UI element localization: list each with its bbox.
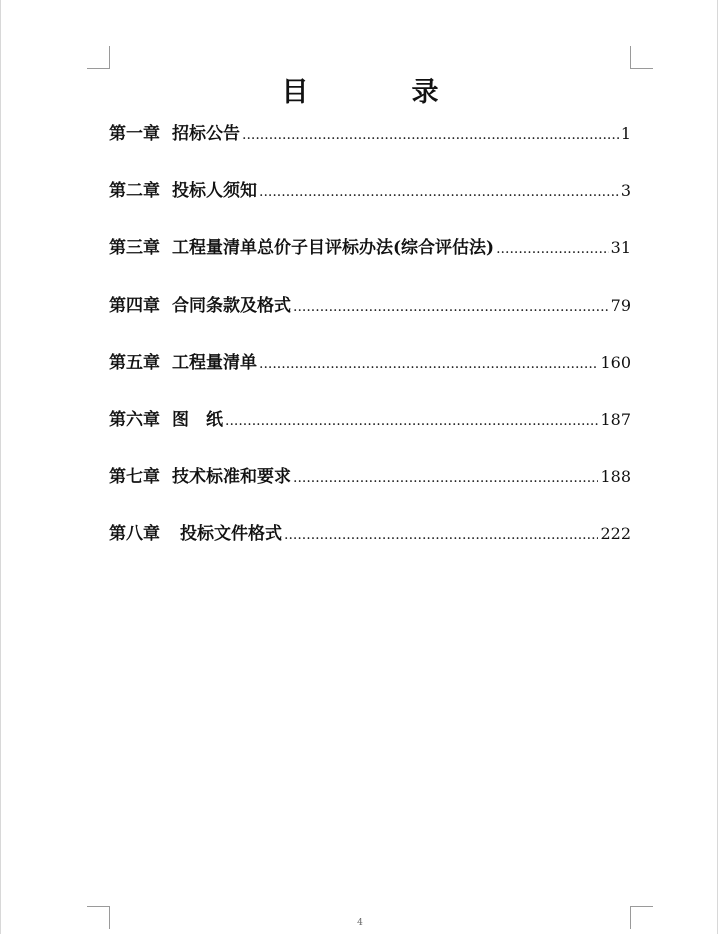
toc-leader xyxy=(242,119,619,151)
toc-page: 1 xyxy=(620,124,631,143)
toc-label: 投标人须知 xyxy=(172,181,257,202)
toc-label: 图 纸 xyxy=(172,409,223,430)
toc-page: 31 xyxy=(610,238,631,258)
toc-leader xyxy=(225,405,598,437)
toc-entry-1[interactable] xyxy=(109,118,631,175)
toc-entry-5[interactable] xyxy=(109,347,631,404)
toc-chapter: 第二章 xyxy=(109,181,160,202)
toc-chapter: 第三章 xyxy=(109,238,160,259)
toc-entry-7[interactable] xyxy=(109,461,631,518)
toc-entry-3[interactable] xyxy=(109,232,631,289)
crop-mark-top-left xyxy=(87,46,110,69)
toc-leader xyxy=(259,348,598,380)
toc-chapter: 第四章 xyxy=(109,295,160,316)
toc-page: 187 xyxy=(600,409,631,429)
toc-entry-6[interactable] xyxy=(109,404,631,461)
toc-chapter: 第八章 xyxy=(109,524,160,545)
toc-page: 79 xyxy=(610,295,631,315)
toc-leader xyxy=(284,519,598,551)
table-of-contents xyxy=(109,118,631,576)
toc-chapter: 第一章 xyxy=(109,124,160,144)
toc-entry-8[interactable] xyxy=(109,518,631,575)
toc-entry-2[interactable] xyxy=(109,175,631,232)
toc-leader xyxy=(259,176,619,208)
toc-chapter: 第五章 xyxy=(109,352,160,373)
toc-page: 188 xyxy=(600,467,631,487)
toc-label: 工程量清单总价子目评标办法(综合评估法) xyxy=(172,238,495,259)
toc-leader xyxy=(293,462,598,494)
toc-label: 合同条款及格式 xyxy=(172,295,291,316)
toc-page: 222 xyxy=(600,524,631,544)
toc-title: 目 录 xyxy=(281,77,477,108)
toc-label: 技术标准和要求 xyxy=(172,467,291,488)
toc-page: 160 xyxy=(600,352,631,372)
toc-leader xyxy=(496,233,609,265)
toc-leader xyxy=(293,291,609,323)
toc-entry-4[interactable] xyxy=(109,290,631,347)
toc-label: 投标文件格式 xyxy=(180,524,282,545)
crop-mark-top-right xyxy=(630,46,653,69)
page-number: 4 xyxy=(357,918,363,928)
toc-page: 3 xyxy=(620,181,631,201)
toc-label: 招标公告 xyxy=(172,124,240,144)
toc-chapter: 第七章 xyxy=(109,467,160,488)
toc-chapter: 第六章 xyxy=(109,409,160,430)
toc-label: 工程量清单 xyxy=(172,352,257,373)
